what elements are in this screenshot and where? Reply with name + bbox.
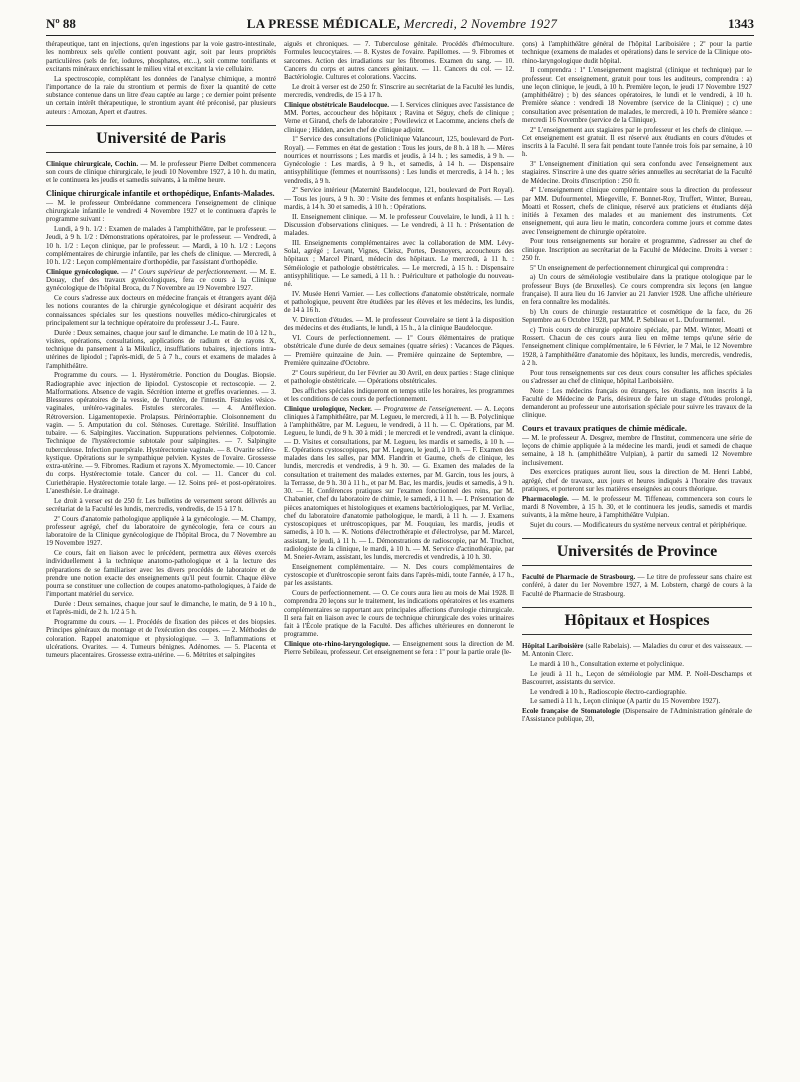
column-2 xyxy=(284,40,514,1075)
paragraph: 2º Service intérieur (Maternité Baudelocque, 121, boulevard de Port Royal). — Tous les jours, à 9 h. 30 : Visite des femmes et enfants hospitalisés. — Les mardis, à 14 h. 30 et samedis, à 10 h. : Opérations. xyxy=(284,186,514,211)
paragraph: c) Trois cours de chirurgie opératoire spéciale, par MM. Winter, Moatti et Rossert. Chacun de ces cours aura lieu en même temps qu'une série de l'enseignement clinique complémentaire, le 6 Février, le 7 Mai, le 12 Novembre 1928, à l'amphithéâtre d'anatomie des hôpitaux, les lundis, mercredis, vendredis, à 2 h. xyxy=(522,325,752,367)
article-subtitle: — 1º Cours supérieur de perfectionnement. xyxy=(121,267,248,276)
paragraph: aiguës et chroniques. — 7. Tuberculose génitale. Procédés d'hémoculture. Formules leucocytaires. — 8. Kystes de l'ovaire. Papillomes. — 9. Fibromes et sarcomes. Action des irradiations sur les fibromes. Examen du sang. — 10. Cancers du corps et autres cancers génitaux. — 11. Cancers du col. — 12. Bactériologie. Cultures et colorations. Vaccins. xyxy=(284,40,514,81)
paragraph: Programme du cours. — 1. Procédés de fixation des pièces et des biopsies. Principes généraux du montage et de l'exécution des coupes. — 2. Méthodes de coloration. Rappel anatomique et physiologique. — 3. Inflammations et ulcérations. Ovarites. — 4. Tumeurs bénignes. Adénomes. — 5. Placenta et tumeurs placentaires. Grossesse extra-utérine. — 6. Métrites et salpingites xyxy=(46,618,276,660)
article-block xyxy=(284,405,514,562)
section-heading-hopitaux: Hôpitaux et Hospices xyxy=(522,607,752,635)
paragraph: 3º L'enseignement d'initiation qui sera confondu avec l'enseignement aux stagiaires. S'inscrire à une des quatre séries annuelles au secrétariat de la Faculté de Médecine. Droits d'inscription : 250 fr. xyxy=(522,160,752,185)
article-text: — M. E. Douay, chef des travaux gynécologiques, fera ce cours à la Clinique gynécologique de l'hôpital Broca, du 7 Novembre au 19 Novembre 1927. xyxy=(46,267,276,293)
paragraph: Des affiches spéciales indiqueront en temps utile les horaires, les programmes et les conditions de ces cours de perfectionnement. xyxy=(284,386,514,403)
article-block xyxy=(522,707,752,724)
article-title: Ecole française de Stomatologie xyxy=(522,707,621,716)
paragraph: Durée : Deux semaines, chaque jour sauf le dimanche, le matin, de 9 à 10 h., et l'après-midi, de 2 h. 1/2 à 5 h. xyxy=(46,600,276,617)
article-text: — Enseignement sous la direction de M. Pierre Sebileau, professeur. Cet enseignement se fera : 1º pour la partie orale (le- xyxy=(284,640,514,657)
paragraph: Il comprendra : 1º L'enseignement magistral (clinique et technique) par le professeur. Cet enseignement, gratuit pour tous les auditeurs, comprendra : a) une leçon clinique, le jeudi, à 10 h. Première leçon, le jeudi 17 Novembre 1927 (amphithéâtre) ; b) des séances opératoires, le lundi et le vendredi, à 10 h. Première séance : vendredi 18 Novembre (service de la Clinique) ; c) une consultation avec présentation de malades, le mercredi, à 10 h. Première séance : mercredi 16 Novembre (service de la Clinique). xyxy=(522,66,752,124)
article-title: Clinique chirurgicale infantile et orthopédique, Enfants-Malades. xyxy=(46,188,275,198)
issue-date: Mercredi, 2 Novembre 1927 xyxy=(403,16,558,31)
paragraph: Pour tous renseignements sur horaire et programme, s'adresser au chef de clinique. Inscription au secrétariat de la Faculté de Médecine. Droits à verser : 250 fr. xyxy=(522,237,752,262)
paragraph: Le jeudi à 11 h., Leçon de séméiologie par MM. P. Noël-Deschamps et Bascourret, assistants du service. xyxy=(522,669,752,686)
paragraph: Cours de perfectionnement. — O. Ce cours aura lieu au mois de Mai 1928. Il comprendra 20 leçons sur le traitement, les indications opératoires et les examens complémentaires se rapportant aux principales affections d'urologie chirurgicale. Il sera fait en liaison avec le cours de technique chirurgicale des voies urinaires fait à l'École pratique de la Faculté. Des affiches ultérieures en donneront le programme. xyxy=(284,589,514,639)
article-text: Lundi, à 9 h. 1/2 : Examen de malades à l'amphithéâtre, par le professeur. — Jeudi, à 9 h. 1/2 : Démonstrations opératoires, par le professeur. — Vendredi, à 10 h. 1/2 : Leçon clinique, par le professeur. — Mardi, à 10 h. 1/2 : Leçons complémentaires de chirurgie infantile, par les chefs de clinique. — Mercredi, à 10 h. 1/2 : Leçon complémentaire d'orthopédie, par l'assistant d'orthopédie. xyxy=(46,225,276,267)
paragraph: Enseignement complémentaire. — N. Des cours complémentaires de cystoscopie et d'urétroscopie seront faits dans l'après-midi, toute l'année, à 17 h., par les assistants. xyxy=(284,562,514,588)
article-title: Clinique oto-rhino-laryngologique. xyxy=(284,640,390,648)
page-number-right: 1343 xyxy=(728,16,754,31)
column-1 xyxy=(46,40,276,1075)
paragraph: II. Enseignement clinique. — M. le professeur Couvelaire, le lundi, à 11 h. : Discussion d'observations cliniques. — Le vendredi, à 11 h. : Présentation de malades. xyxy=(284,212,514,237)
column-3 xyxy=(522,40,752,1075)
article-block xyxy=(46,160,276,185)
article-title: Cours et travaux pratiques de chimie médicale. xyxy=(522,423,687,433)
paragraph: Le droit à verser est de 250 fr. S'inscrire au secrétariat de la Faculté les lundis, mercredis, vendredis, de 15 à 17 h. xyxy=(284,82,514,99)
paragraph: 5º Un enseignement de perfectionnement chirurgical qui comprendra : xyxy=(530,263,729,272)
article-block xyxy=(522,642,752,659)
paragraph: Ce cours s'adresse aux docteurs en médecine français et étrangers ayant déjà les notions courantes de la chirurgie gynécologique et désirant acquérir des connaissances spéciales sur les questions nouvelles médico-chirurgicales et principalement sur la technique opératoire du professeur J.-L. Faure. xyxy=(46,294,276,327)
article-text: — M. le professeur M. Tiffeneau, commencera son cours le mardi 8 Novembre, à 15 h. 30, et le continuera les jeudis, samedis et mardis suivants, à la même heure, à l'amphithéâtre Vulpian. xyxy=(522,494,752,520)
paragraph: 2º L'enseignement aux stagiaires par le professeur et les chefs de clinique. — Cet enseignement est gratuit. Il est réservé aux étudiants en cours d'études et inscrits à la Faculté. Il sera fait pendant toute l'année trois fois par semaine, à 10 h. xyxy=(522,125,752,159)
paragraph: 1º Service des consultations (Policlinique Valancourt, 125, boulevard de Port-Royal). — Femmes en état de gestation : Tous les jours, de 8 h. à 18 h. — Mères nourrices et nourrissons ; Les mardis et jeudis, à 14 h. ; les samedis, à 9 h. — Gynécologie : Les mardis, à 9 h., et samedis, à 14 h. — Dispensaire antisyphilitique (femmes et nourrissons) : Les lundis et mercredis, à 14 h. ; les vendredis, à 9 h. xyxy=(284,135,514,185)
paragraph: IV. Musée Henri Varnier. — Les collections d'anatomie obstétricale, normale et pathologique, peuvent être étudiées par les élèves et les médecins, les lundis, de 14 à 16 h. xyxy=(284,289,514,315)
article-title: Clinique gynécologique. xyxy=(46,267,119,276)
paragraph: Le vendredi à 10 h., Radioscopie électro-cardiographie. xyxy=(530,687,687,696)
article-title: Pharmacologie. xyxy=(522,494,569,503)
paragraph: III. Enseignements complémentaires avec la collaboration de MM. Lévy-Solal, agrégé ; Levant, Vignes, Cleisz, Portes, Desnoyers, accoucheurs des hôpitaux ; Marcel Pinard, médecin des hôpitaux. Le mercredi, à 11 h. : Séméiologie et pathologie obstétricales. — Le mercredi, à 15 h. : Dispensaire antisyphilitique. — Le samedi, à 11 h. : Puériculture et pathologie du nouveau-né. xyxy=(284,238,514,288)
paragraph: thérapeutique, tant en injections, qu'en ingestions par la voie gastro-intestinale, les nombreux sels qu'elle contient pouvant agir, soit par leurs propriétés particulières (sels de fer, iodures, phosphates, etc...), soit comme tonifiants et excitants minéraux enrichissant le milieu vital et excitant la vie cellulaire. xyxy=(46,40,276,73)
article-text: — A. Leçons cliniques à l'amphithéâtre, par M. Legueu, le mercredi, à 11 h. — B. Polyclinique à l'amphithéâtre, par M. Legueu, le vendredi, à 11 h. — C. Opérations, par M. Legueu, le lundi, de 9 h. 30 à midi ; le mercredi et le vendredi, avant la clinique. — D. Visites et consultations, par M. Legueu, les mardis et samedis, à 10 h. — E. Opérations cystoscopiques, par M. Legueu, le jeudi, à 10 h. — F. Examen des malades dans les salles, par MM. Flandrin et Gaume, chefs de clinique, les lundis, mercredis et vendredis, à 9 h. 30. — G. Examen des malades de la consultation et traitement des malades externes, par M. Garcin, tous les jours, à la Terrasse, de 9 h. 30 à 11 h., et par M. Bac, les mardis, jeudis et samedis, à 9 h. 30. — H. Conférences pratiques sur l'examen fonctionnel des reins, par M. Chabanier, chef du laboratoire de chimie, le samedi, à 11 h. — I. Présentation de pièces anatomiques et histologiques et examens bactériologiques, par M. Verliac, chef du laboratoire d'anatomie pathologique, le mardi, à 11 h. — J. Examens cystoscopiques et urétroscopiques, par M. Fouquiau, les mardis, jeudis et samedis, à 10 h. — K. Notions d'électrothérapie et d'électrolyse, par M. Marcel, assistant, le jeudi, à 11 h. — L. Démonstrations de radioscopie, par M. Truchot, radiologiste de la clinique, le mardi, à 10 h. — M. Service d'actinothérapie, par M. Sneier-Avram, assistant, les lundis, mercredis et vendredis, à 10 h. 30. xyxy=(284,404,514,561)
paragraph: 2º Cours d'anatomie pathologique appliquée à la gynécologie. — M. Champy, professeur agrégé, chef du laboratoire de gynécologie, fera ce cours au laboratoire de la Clinique gynécologique de l'hôpital Broca, du 7 Novembre au 19 Novembre 1927. xyxy=(46,514,276,548)
page-number: Nº 88 xyxy=(46,16,76,31)
page-header xyxy=(46,13,754,36)
paragraph: Note : Les médecins français ou étrangers, les étudiants, non inscrits à la Faculté de Médecine de Paris, désireux de faire un stage d'études prolongé, demanderont au professeur une autorisation spéciale pour suivre les travaux de la clinique. xyxy=(522,386,752,420)
paragraph: Le droit à verser est de 250 fr. Les bulletins de versement seront délivrés au secrétariat de la Faculté les lundis, mercredis, vendredis, de 15 à 17 h. xyxy=(46,496,276,513)
paragraph: V. Direction d'études. — M. le professeur Couvelaire se tient à la disposition des médecins et des étudiants, le lundi, à 15 h., à la clinique Baudelocque. xyxy=(284,316,514,333)
article-title: Hôpital Lariboisière xyxy=(522,641,584,650)
journal-title xyxy=(247,16,557,32)
paragraph: Des exercices pratiques auront lieu, sous la direction de M. Henri Labbé, agrégé, chef de travaux, aux jours et heures indiqués à l'horaire des travaux pratiques, et porteront sur les matières enseignées au cours théorique. xyxy=(522,468,752,493)
article-title: Faculté de Pharmacie de Strasbourg. xyxy=(522,573,636,582)
article-text: (Dispensaire de l'Administration générale de l'Assistance publique, 20, xyxy=(522,707,752,724)
article-subtitle: (salle Rabelais). — Maladies du cœur et des vaisseaux. — M. Antonin Clerc. xyxy=(522,641,752,659)
paragraph: 4º L'enseignement clinique complémentaire sous la direction du professeur par MM. Dufourmentel, Miegeville, F. Bonnet-Roy, Truffert, Winter, Bureau, Moatti et Rossert, chefs de clinique, réservé aux praticiens et étudiants déjà initiés à l'examen des malades et au maniement des instruments. Cet enseignement, qui aura lieu le matin, concordera comme jours et comme dates avec l'enseignement de chirurgie opératoire. xyxy=(522,186,752,236)
paragraph: La spectroscopie, complétant les données de l'analyse chimique, a montré l'importance de la raie du strontium et permis de fixer la quantité de cette substance contenue dans un litre d'eau captée au large ; ce dernier point présente un certain intérêt thérapeutique, le strontium ayant été préconisé, par plusieurs auteurs : Arnozan, Apert et d'autres. xyxy=(46,74,276,116)
paragraph: Le mardi à 10 h., Consultation externe et polyclinique. xyxy=(530,659,685,668)
paragraph: Ce cours, fait en liaison avec le précédent, permettra aux élèves exercés individuellement à la technique anatomo-pathologique et à la lecture des préparations de se familiariser avec les divers procédés de laboratoire et de prendre une notion exacte des enseignements qu'il peut fournir. Chaque élève pourra se constituer une collection de coupes anatomo-pathologiques, à l'aide de l'important matériel du service. xyxy=(46,549,276,599)
paragraph: a) Un cours de séméiologie vestibulaire dans la pratique otologique par le professeur Buys (de Bruxelles). Ce cours comprendra six leçons (en langue française). Il aura lieu du 16 Janvier au 21 Janvier 1928. Une affiche ultérieure en fera connaître les modalités. xyxy=(522,273,752,306)
article-text: — M. le professeur A. Desgrez, membre de l'Institut, commencera une série de leçons de chimie appliquée à la médecine les mardi, jeudi et samedi de chaque semaine, à 18 h. (amphithéâtre Vulpian), à partir du samedi 12 Novembre inclusivement. xyxy=(522,433,752,467)
article-text: — M. le professeur Ombrédanne commencera l'enseignement de clinique chirurgicale infantile le vendredi 4 Novembre 1927 et le continuera d'après le programme suivant : xyxy=(46,198,276,224)
article-columns xyxy=(46,40,754,1075)
article-block xyxy=(284,640,514,657)
article-title: Clinique obstétricale Baudelocque. xyxy=(284,100,390,109)
paragraph: Pour tous renseignements sur ces deux cours consulter les affiches spéciales ou s'adresser au chef de clinique, hôpital Lariboisière. xyxy=(522,368,752,385)
paragraph: Le samedi à 11 h., Leçon clinique (A partir du 15 Novembre 1927). xyxy=(530,697,721,706)
paragraph: Durée : Deux semaines, chaque jour sauf le dimanche. Le matin de 10 à 12 h., visites, opérations, consultations, applications de radium et de rayons X, technique du pansement à la Mikulicz, insufflations tubaires, injections intra-utérines de lipiodol ; l'après-midi, de 5 à 7 h., cours et examens de malades à l'amphithéâtre. xyxy=(46,328,276,370)
article-title: Clinique urologique, Necker. xyxy=(284,404,372,413)
paragraph: b) Un cours de chirurgie restauratrice et cosmétique de la face, du 26 Septembre au 6 Octobre 1928, par MM. P. Sebileau et L. Dufourmentel. xyxy=(522,307,752,324)
paragraph: VI. Cours de perfectionnement. — 1º Cours élémentaires de pratique obstétricale d'une durée de deux semaines (quatre séries) : Vacances de Pâques. — Première quinzaine de Juin. — Première quinzaine de Septembre, — Première quinzaine d'Octobre. xyxy=(284,334,514,367)
article-text: — I. Services cliniques avec l'assistance de MM. Portes, accoucheur des hôpitaux ; Ravina et Séguy, chefs de clinique ; Verne et Girand, chefs de laboratoire ; Powilewicz et Lacomme, anciens chefs de clinique ; Hidden, ancien chef de clinique adjoint. xyxy=(284,100,514,134)
article-block xyxy=(284,101,514,134)
paragraph: Programme du cours. — 1. Hystérométrie. Ponction du Douglas. Biopsie. Radiographie avec injection de lipiodol. Cystoscopie et rectoscopie. — 2. Malformations. Absence de vagin. Sécrétion interne et greffes ovariennes. — 3. Blessures opératoires de la vessie, de l'uretère, de l'intestin. Fistules vésico-vaginales, urétéro-vaginales. Fistules stercorales. — 4. Antéflexion. Rétroversion. Ligamentopexie. Prolapsus. Périnéorraphie. Cloisonnement du vagin. — 5. Amputation du col. Sténoses. Curettage. Stérilité. Insufflation tubaire. — 6. Salpingites. Vaccination. Suppurations pelviennes. Colpotomie. Technique de l'hystérectomie subtotale pour salpingites. — 7. Salpingite tuberculeuse. Infection puerpérale. Hystérectomie vaginale. — 8. Ovarite scléro-kystique. Opérations sur le sympathique pelvien. Kystes de l'ovaire. Grossesse extra-utérine. — 9. Fibromes. Radium et rayons X. Myomectomie. — 10. Cancer du corps. Hystérectomie totale. Cancer du col. — 11. Cancer du col. Curiethérapie. Hystérectomie totale large. — 12. Soins pré- et post-opératoires. L'anesthésie. Le drainage. xyxy=(46,371,276,495)
article-title: Clinique chirurgicale, Cochin. xyxy=(46,159,139,168)
article-block xyxy=(522,573,752,598)
paragraph: Sujet du cours. — Modificateurs du système nerveux central et périphérique. xyxy=(530,520,747,529)
section-heading-universites-province: Universités de Province xyxy=(522,538,752,566)
section-heading-universite-paris: Université de Paris xyxy=(46,125,276,153)
paragraph: çons) à l'amphithéâtre général de l'hôpital Lariboisière ; 2º pour la partie technique (examens de malades et opérations) dans le service de la Clinique oto-rhino-laryngologique dudit hôpital. xyxy=(522,40,752,65)
article-text: — Le titre de professeur sans chaire est conféré, à dater du 1er Novembre 1927, à M. Lobstern, chargé de cours à la Faculté de Pharmacie de Strasbourg. xyxy=(522,573,752,598)
article-block xyxy=(46,268,276,293)
journal-name: LA PRESSE MÉDICALE, xyxy=(246,16,404,31)
article-text: — M. le professeur Pierre Delbet commencera son cours de clinique chirurgicale, le jeudi 10 Novembre 1927, à 10 h. du matin, et le continuera les jeudis et samedis suivants, à la même heure. xyxy=(46,159,276,185)
article-block xyxy=(522,495,752,520)
paragraph: 2º Cours supérieur, du 1er Février au 30 Avril, en deux parties : Stage clinique et pathologie obstétricale. — Opérations obstétricales. xyxy=(284,368,514,385)
article-subtitle: — Programme de l'enseignement. xyxy=(374,404,473,413)
